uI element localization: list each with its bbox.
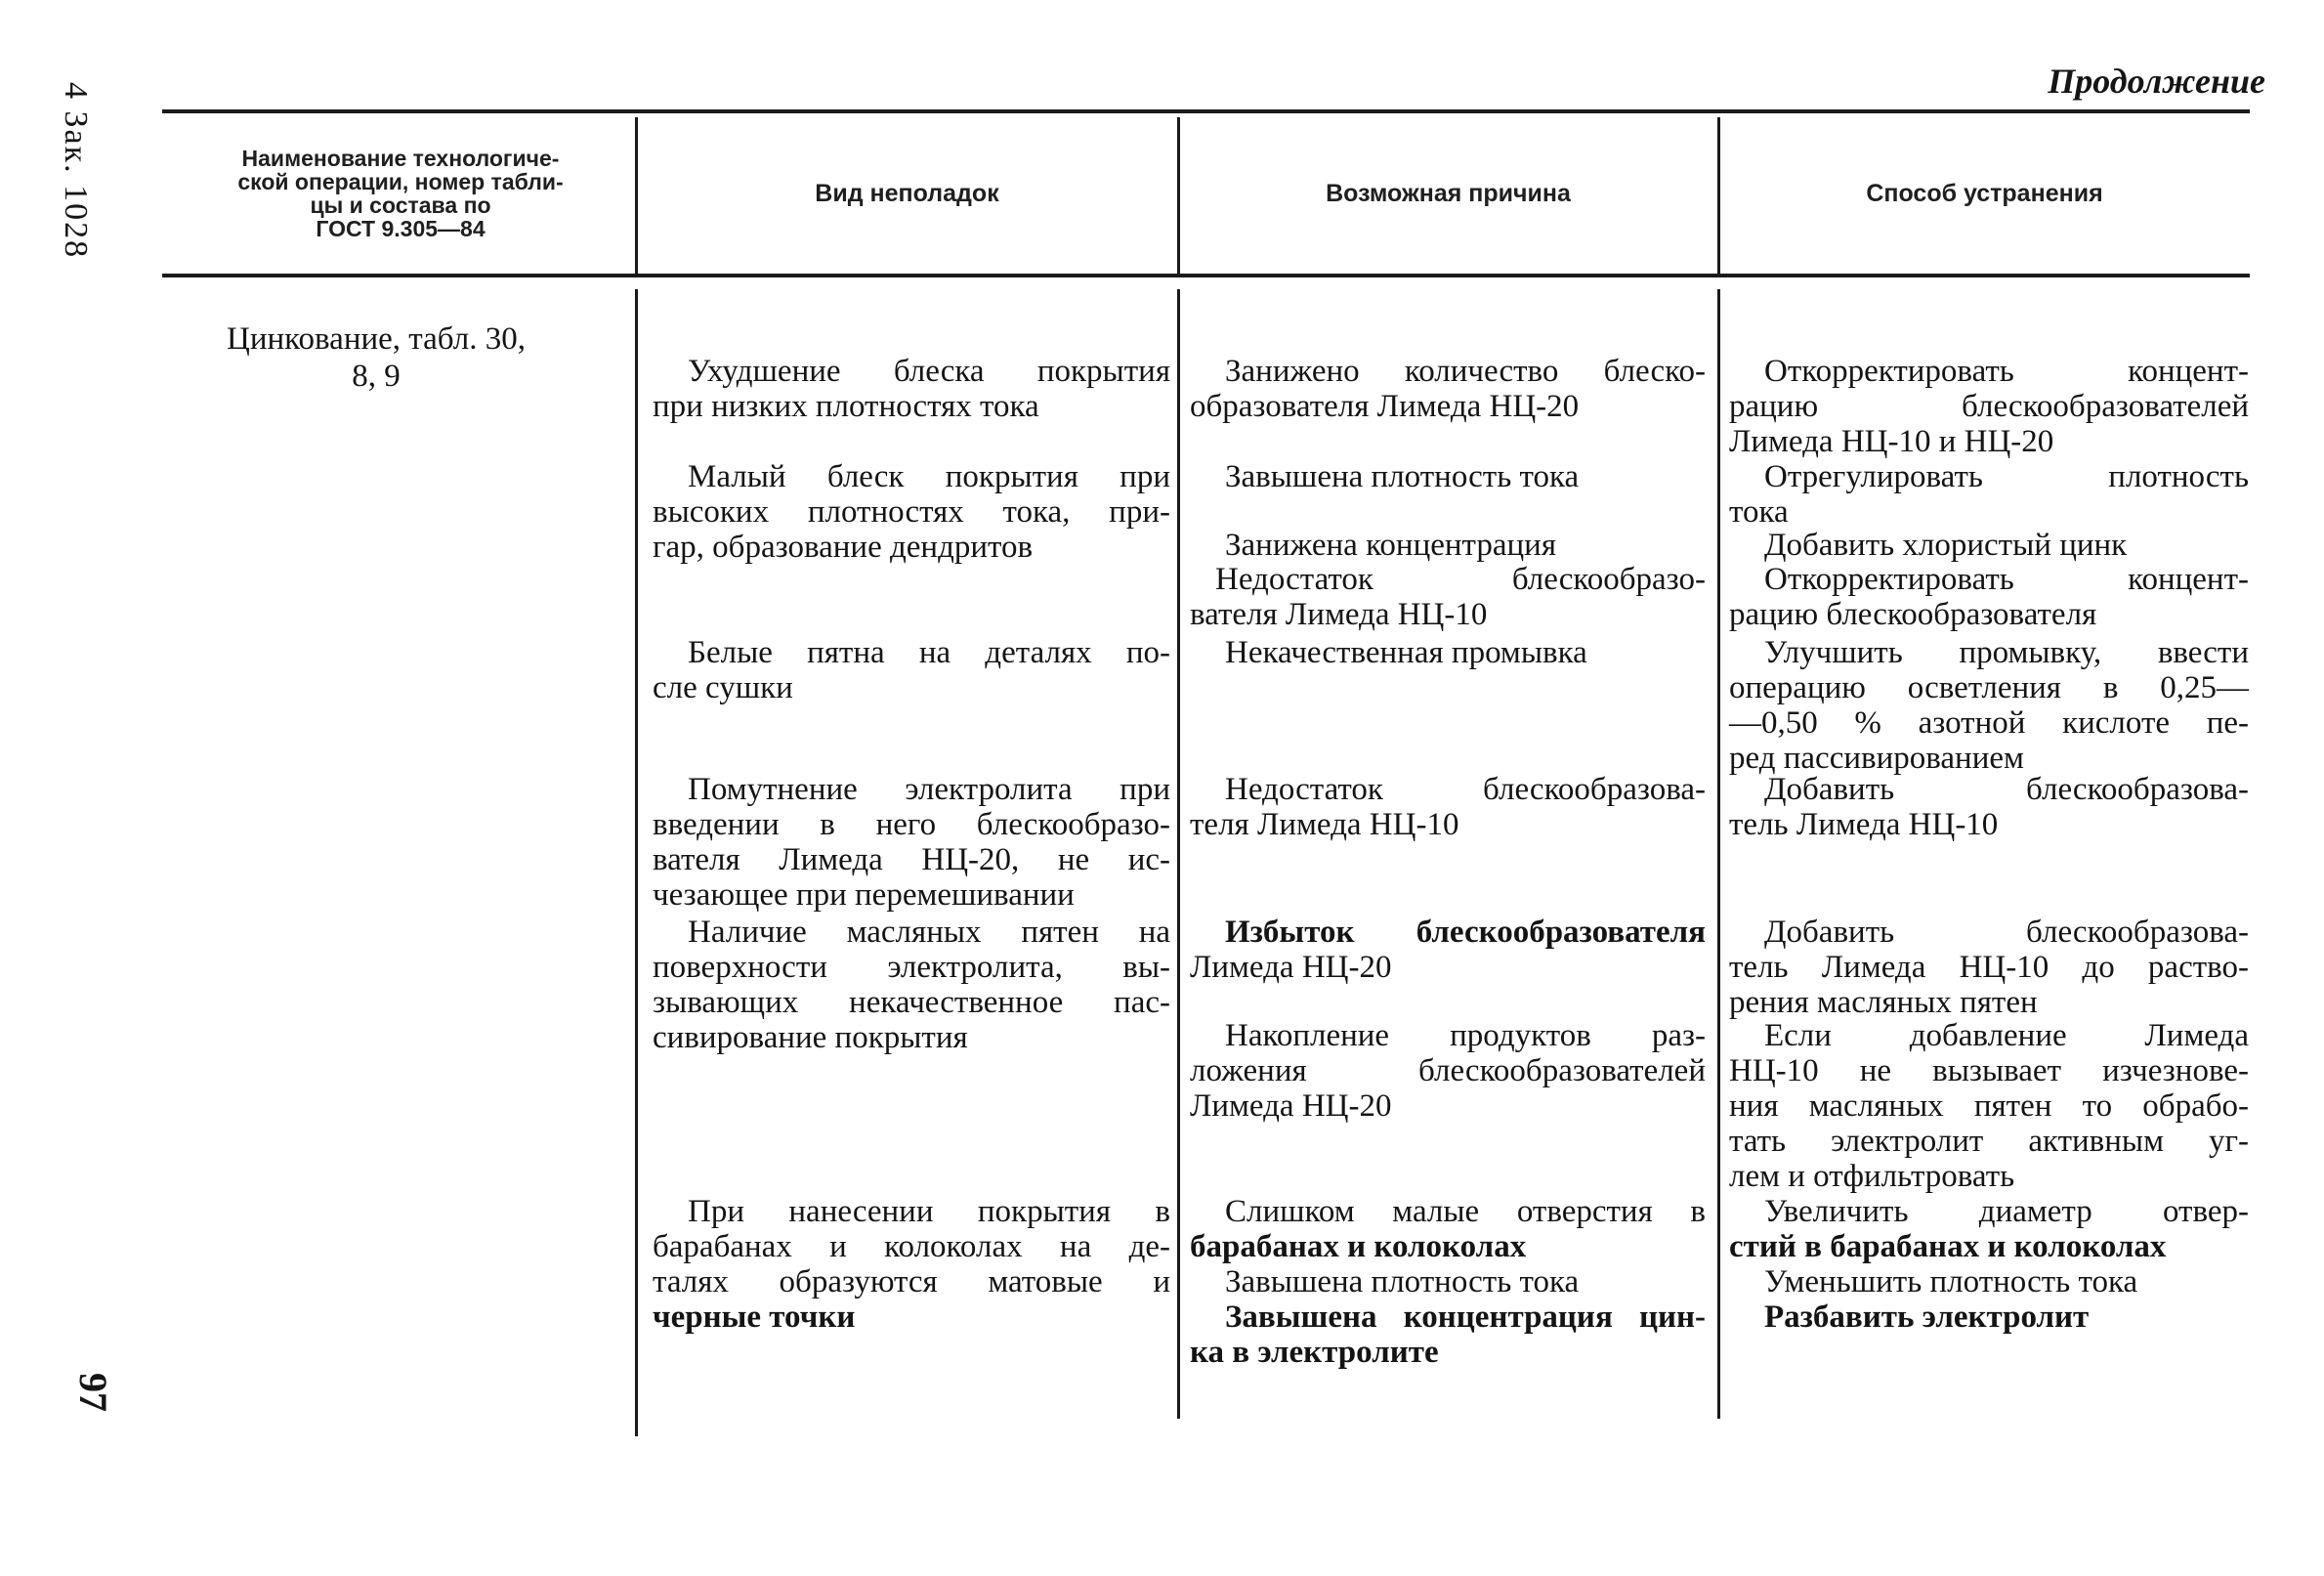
cause-entry: Некачественная промывка (1225, 635, 1587, 670)
header-operation: Наименование технологиче- ской операции, номер табли- цы и состава по ГОСТ 9.305—84 (237, 146, 564, 241)
remedy-entry: Разбавить электролит (1764, 1299, 2090, 1335)
defect-entry: Белые пятна на деталях по- сле сушки (653, 635, 1170, 705)
remedy-entry: Добавить блескообразова- тель Лимеда НЦ-10 (1729, 772, 2249, 842)
header-remedy: Способ устранения (1866, 179, 2103, 207)
defect-entry: Ухудшение блеска покрытия при низких плотностях тока (653, 354, 1170, 424)
cause-entry: Завышена плотность тока (1225, 459, 1580, 494)
cause-entry: Накопление продуктов раз- ложения блескообразователей Лимеда НЦ-20 (1190, 1018, 1706, 1124)
defect-entry: При нанесении покрытия в барабанах и колоколах на де- талях образуются матовые и черные точки (653, 1194, 1170, 1335)
remedy-entry: Отрегулировать плотность тока (1729, 459, 2249, 530)
remedy-entry: Откорректировать концент- рацию блескообразователя (1729, 562, 2249, 632)
column-divider (1717, 289, 1720, 1419)
page-number: 97 (71, 1373, 115, 1412)
remedy-entry: Откорректировать концент- рацию блескообразователей Лимеда НЦ-10 и НЦ-20 (1729, 354, 2249, 459)
cause-entry: Занижено количество блеско- образователя Лимеда НЦ-20 (1190, 354, 1706, 424)
column-divider (635, 289, 638, 1436)
operation-name: Цинкование, табл. 30, 8, 9 (227, 321, 526, 394)
header-bottom-rule (162, 274, 2250, 277)
remedy-entry: Уменьшить плотность тока (1764, 1264, 2138, 1299)
order-number-label: 4 Зак. 1028 (58, 82, 94, 260)
cause-entry: Слишком малые отверстия в барабанах и колоколах (1190, 1194, 1706, 1264)
cause-entry: Занижена концентрация (1225, 528, 1557, 563)
remedy-entry: Добавить хлористый цинк (1764, 528, 2128, 563)
defect-entry: Наличие масляных пятен на поверхности электролита, вы- зывающих некачественное пас- сивирование покрытия (653, 915, 1170, 1055)
cause-entry: Недостаток блескообразова- теля Лимеда НЦ-10 (1190, 772, 1706, 842)
remedy-entry: Если добавление Лимеда НЦ-10 не вызывает изчезнове- ния масляных пятен то обрабо- тать электролит активным уг- лем и отфильтровать (1729, 1018, 2249, 1194)
cause-entry: Завышена концентрация цин- ка в электролите (1190, 1299, 1706, 1370)
cause-entry: Завышена плотность тока (1225, 1264, 1580, 1299)
defect-entry: Малый блеск покрытия при высоких плотностях тока, при- гар, образование дендритов (653, 459, 1170, 565)
header-cause: Возможная причина (1326, 179, 1571, 207)
header-defect: Вид неполадок (815, 179, 999, 207)
continuation-label: Продолжение (2048, 62, 2265, 101)
defect-entry: Помутнение электролита при введении в него блескообразо- вателя Лимеда НЦ-20, не ис- чезающее при перемешивании (653, 772, 1170, 913)
cause-entry: Недостаток блескообразо- вателя Лимеда НЦ-10 (1190, 562, 1706, 632)
cause-entry: Избыток блескообразователя Лимеда НЦ-20 (1190, 915, 1706, 985)
column-divider (1177, 289, 1180, 1419)
remedy-entry: Увеличить диаметр отвер- стий в барабанах и колоколах (1729, 1194, 2249, 1264)
remedy-entry: Добавить блескообразова- тель Лимеда НЦ-10 до раство- рения масляных пятен (1729, 915, 2249, 1020)
remedy-entry: Улучшить промывку, ввести операцию осветления в 0,25— —0,50 % азотной кислоте пе- ред пассивированием (1729, 635, 2249, 776)
